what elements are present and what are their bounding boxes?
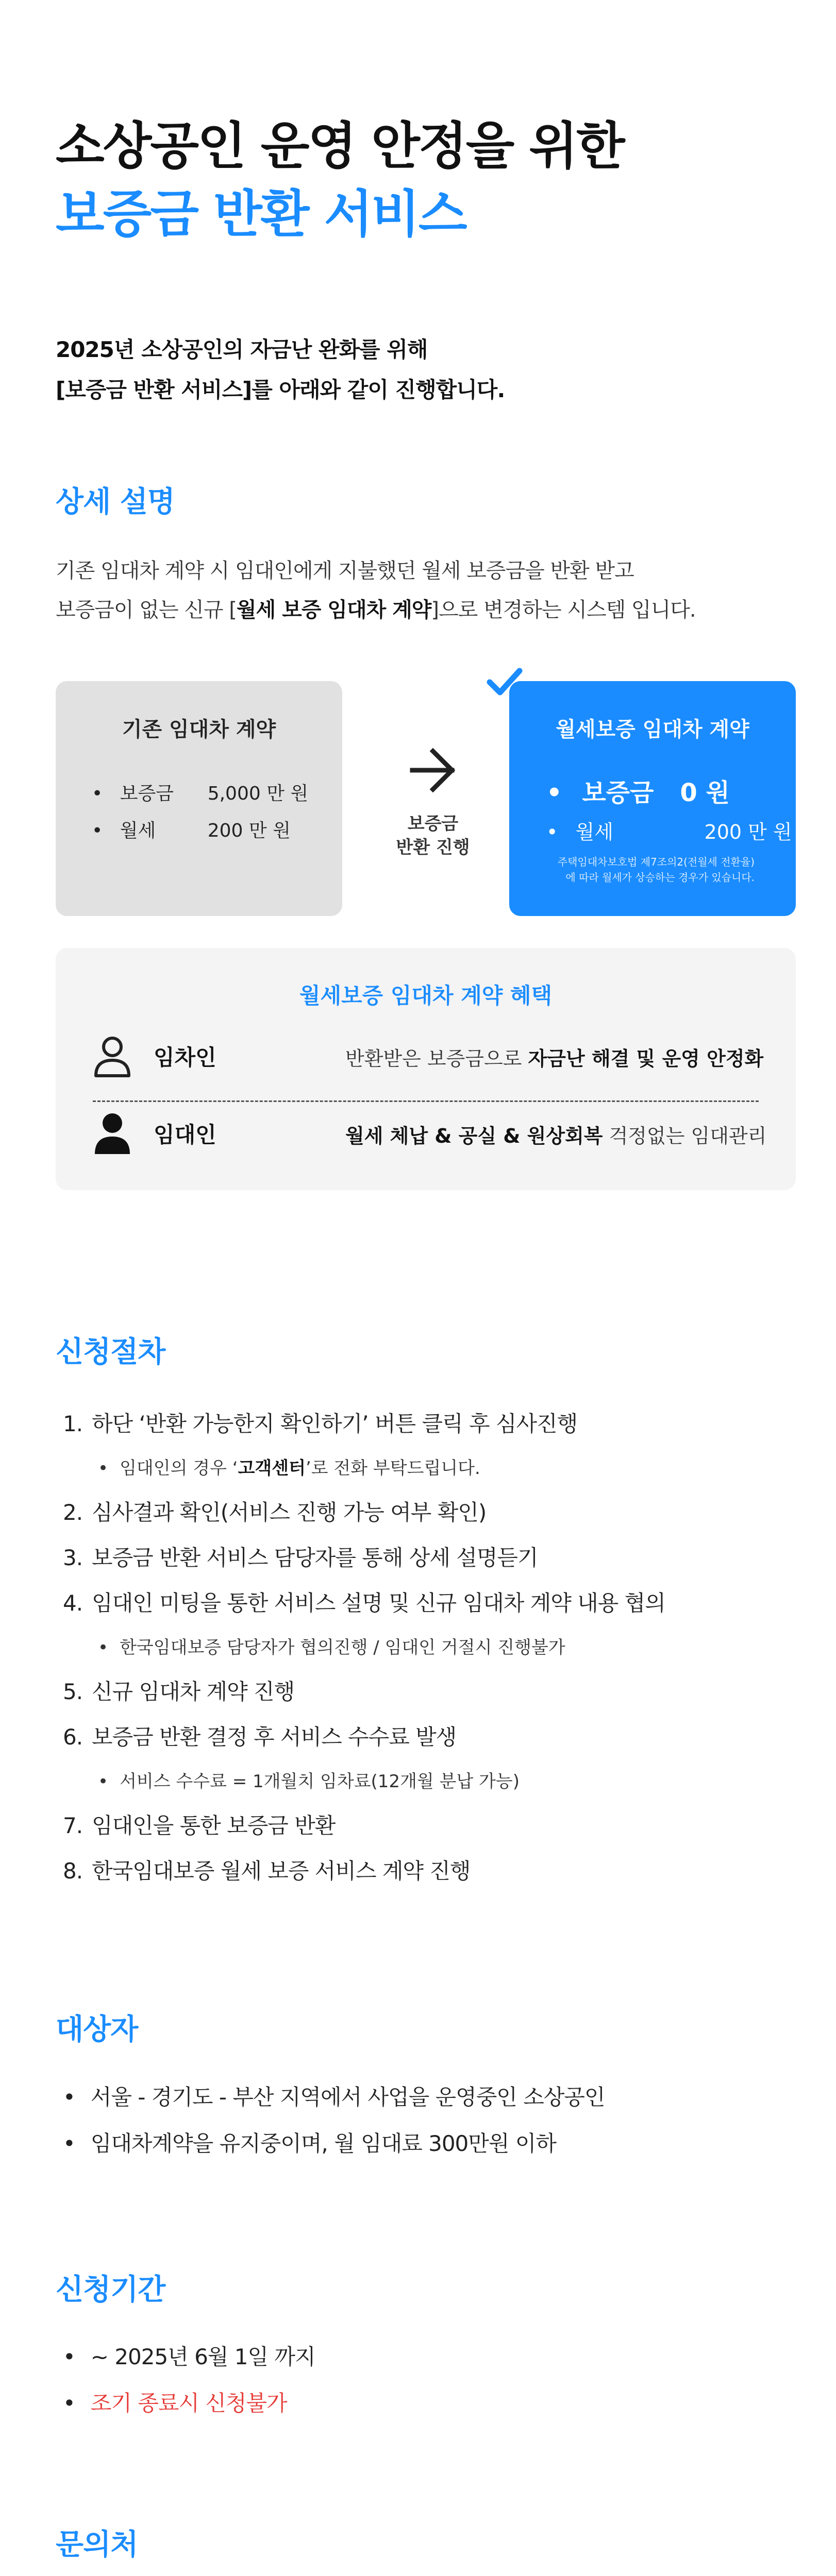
procedure-list xyxy=(63,1401,784,1894)
arrow-label-line-2: 반환 진행 xyxy=(396,837,470,858)
card-new-note-line-2: 에 따라 월세가 상승하는 경우가 있습니다. xyxy=(565,871,755,884)
tenant-label: 임차인 xyxy=(154,1045,216,1070)
step-text: 임대인을 통한 보증금 반환 xyxy=(92,1813,336,1838)
desc-line-1: 기존 임대차 계약 시 임대인에게 지불했던 월세 보증금을 반환 받고 xyxy=(56,559,634,583)
step-number: 1. xyxy=(63,1411,83,1436)
desc-line-2 xyxy=(56,590,696,630)
step-text: 신규 임대차 계약 진행 xyxy=(92,1679,295,1704)
list-item: • 서울 - 경기도 - 부산 지역에서 사업을 운영중인 소상공인 xyxy=(63,2074,784,2121)
landlord-benefit-text xyxy=(345,1120,766,1148)
title-line-2: 보증금 반환 서비스 xyxy=(56,185,466,244)
step-item xyxy=(63,1490,784,1535)
benefit-panel xyxy=(56,948,796,1190)
card-old-row-deposit xyxy=(92,779,308,805)
step-number: 5. xyxy=(63,1679,83,1704)
step-item xyxy=(63,1803,784,1849)
period-list xyxy=(63,2334,784,2427)
transition-arrow xyxy=(361,742,505,859)
card-new-note xyxy=(558,854,755,885)
step-number: 2. xyxy=(63,1500,83,1525)
tenant-benefit-text xyxy=(345,1043,763,1071)
tenant-text-bold: 자금난 해결 및 운영 안정화 xyxy=(528,1047,764,1070)
step-item xyxy=(63,1715,784,1760)
step-text: 심사결과 확인(서비스 진행 가능 여부 확인) xyxy=(92,1500,487,1525)
user-outline-icon xyxy=(93,1035,132,1078)
card-old-rent-value: 200 만 원 xyxy=(207,820,291,841)
step-item xyxy=(63,1401,784,1447)
title-line-1: 소상공인 운영 안정을 위한 xyxy=(56,117,624,176)
step-item xyxy=(63,1535,784,1581)
step-item xyxy=(63,1669,784,1715)
section-title-contact: 문의처 xyxy=(56,2528,138,2562)
benefit-row-landlord xyxy=(93,1103,773,1164)
arrow-label xyxy=(361,812,505,859)
list-item-warning: • 조기 종료시 신청불가 xyxy=(63,2380,784,2427)
sub1-post: ’로 전화 부탁드립니다. xyxy=(305,1458,480,1479)
card-new-rent-label: 월세 xyxy=(575,821,613,843)
list-item: • ~ 2025년 6월 1일 까지 xyxy=(63,2334,784,2380)
card-new-rent-value: 200 만 원 xyxy=(704,821,792,843)
intro-line-2: [보증금 반환 서비스]를 아래와 같이 진행합니다. xyxy=(56,377,505,402)
card-old-title: 기존 임대차 계약 xyxy=(122,718,276,741)
card-new-row-deposit xyxy=(546,773,730,808)
card-new-contract xyxy=(509,681,796,916)
sub1-bold: 고객센터 xyxy=(238,1458,306,1479)
step-sub-item xyxy=(63,1447,784,1490)
desc-line-2-post: ]으로 변경하는 시스템 입니다. xyxy=(431,598,696,622)
card-old-rent-label: 월세 xyxy=(120,820,156,841)
step-text: 보증금 반환 서비스 담당자를 통해 상세 설명듣기 xyxy=(92,1545,538,1570)
desc-line-2-bold: 월세 보증 임대차 계약 xyxy=(236,598,431,622)
card-new-row-rent xyxy=(546,816,792,844)
section-title-detail: 상세 설명 xyxy=(56,485,175,519)
step-text: 한국임대보증 월세 보증 서비스 계약 진행 xyxy=(92,1858,471,1884)
landlord-text-post: 걱정없는 임대관리 xyxy=(603,1125,767,1147)
landlord-text-bold: 월세 체납 & 공실 & 원상회복 xyxy=(345,1125,603,1147)
user-filled-icon xyxy=(93,1112,132,1155)
step-text: 임대인 미팅을 통한 서비스 설명 및 신규 임대차 계약 내용 협의 xyxy=(92,1590,665,1616)
landlord-label: 임대인 xyxy=(154,1122,216,1147)
section-title-period: 신청기간 xyxy=(56,2273,165,2307)
step-text: 하단 ‘반환 가능한지 확인하기’ 버튼 클릭 후 심사진행 xyxy=(92,1411,578,1436)
target-list xyxy=(63,2074,784,2167)
page-title xyxy=(56,112,624,248)
card-old-contract xyxy=(56,681,342,916)
detail-description xyxy=(56,551,696,630)
step-number: 7. xyxy=(63,1813,83,1838)
list-item: • 임대차계약을 유지중이며, 월 임대료 300만원 이하 xyxy=(63,2121,784,2167)
step-text: 보증금 반환 결정 후 서비스 수수료 발생 xyxy=(92,1724,457,1750)
card-old-deposit-label: 보증금 xyxy=(120,783,174,804)
section-title-target: 대상자 xyxy=(56,2013,138,2046)
section-title-procedure: 신청절차 xyxy=(56,1335,165,1369)
arrow-label-line-1: 보증금 xyxy=(407,814,459,834)
desc-line-2-pre: 보증금이 없는 신규 [ xyxy=(56,598,237,622)
sub1-pre: 임대인의 경우 ‘ xyxy=(120,1458,238,1479)
step-number: 6. xyxy=(63,1724,83,1750)
card-old-row-rent xyxy=(92,816,291,842)
tenant-text-pre: 반환받은 보증금으로 xyxy=(345,1047,528,1070)
arrow-right-icon xyxy=(405,742,461,799)
card-new-deposit-label: 보증금 xyxy=(582,778,654,807)
intro-text xyxy=(56,330,505,410)
step-sub-item: • 서비스 수수료 = 1개월치 임차료(12개월 분납 가능) xyxy=(63,1760,784,1803)
card-new-note-line-1: 주택임대차보호법 제7조의2(전월세 전환율) xyxy=(557,856,755,868)
step-sub-item: • 한국임대보증 담당자가 협의진행 / 임대인 거절시 진행불가 xyxy=(63,1626,784,1669)
step-number: 8. xyxy=(63,1858,83,1884)
card-old-deposit-value: 5,000 만 원 xyxy=(207,783,309,804)
intro-line-1: 2025년 소상공인의 자금난 완화를 위해 xyxy=(56,337,428,362)
card-new-deposit-value: 0 원 xyxy=(680,778,730,807)
benefit-title: 월세보증 임대차 계약 혜택 xyxy=(299,983,553,1008)
card-new-title: 월세보증 임대차 계약 xyxy=(556,718,749,741)
benefit-divider xyxy=(93,1100,759,1102)
step-item xyxy=(63,1849,784,1894)
step-item xyxy=(63,1581,784,1626)
benefit-row-tenant xyxy=(93,1025,773,1087)
step-number: 4. xyxy=(63,1590,83,1616)
step-number: 3. xyxy=(63,1545,83,1570)
